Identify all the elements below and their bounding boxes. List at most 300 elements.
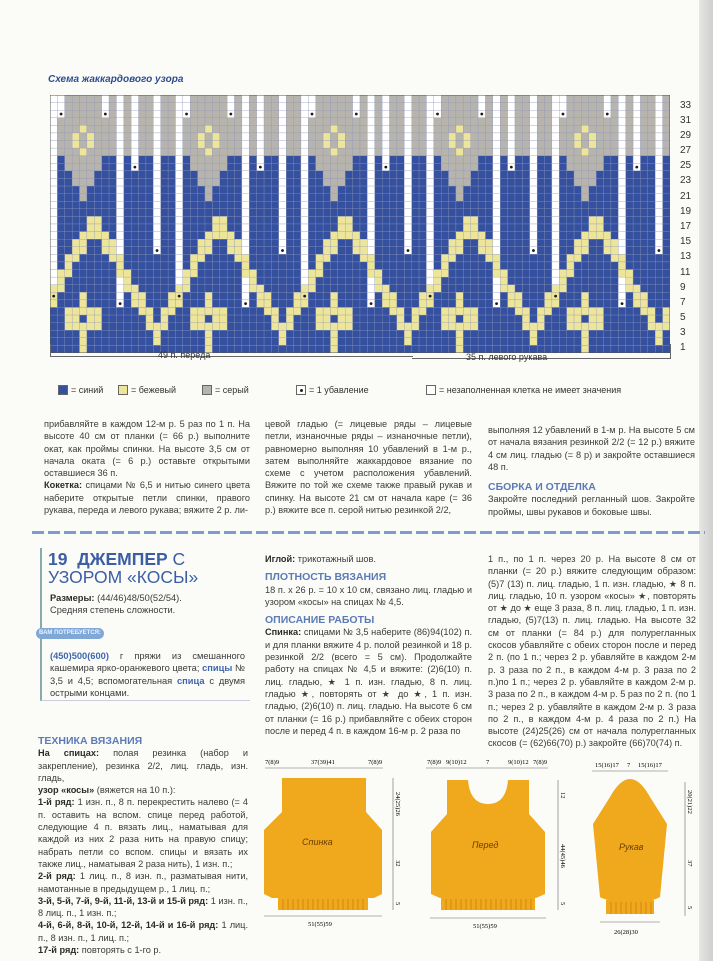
chart-cell bbox=[567, 292, 574, 300]
chart-cell bbox=[545, 118, 552, 126]
chart-cell bbox=[286, 141, 293, 149]
chart-cell bbox=[109, 254, 116, 262]
chart-cell bbox=[87, 300, 94, 308]
chart-cell bbox=[441, 178, 448, 186]
chart-cell bbox=[65, 209, 72, 217]
chart-cell bbox=[419, 285, 426, 293]
chart-cell bbox=[478, 285, 485, 293]
chart-cell bbox=[449, 239, 456, 247]
chart-cell bbox=[412, 118, 419, 126]
chart-cell bbox=[80, 247, 87, 255]
decrease-mark bbox=[119, 302, 122, 305]
chart-cell bbox=[397, 103, 404, 111]
chart-cell bbox=[190, 224, 197, 232]
chart-cell bbox=[80, 163, 87, 171]
chart-cell bbox=[323, 315, 330, 323]
chart-cell bbox=[604, 232, 611, 240]
chart-cell bbox=[471, 330, 478, 338]
chart-cell bbox=[655, 254, 662, 262]
chart-cell bbox=[463, 247, 470, 255]
chart-cell bbox=[57, 125, 64, 133]
chart-cell bbox=[198, 315, 205, 323]
chart-cell bbox=[545, 148, 552, 156]
chart-cell bbox=[87, 292, 94, 300]
chart-cell bbox=[471, 216, 478, 224]
chart-cell bbox=[655, 110, 662, 118]
chart-cell bbox=[345, 95, 352, 103]
chart-cell bbox=[552, 186, 559, 194]
chart-cell bbox=[72, 270, 79, 278]
chart-cell bbox=[50, 163, 57, 171]
chart-cell bbox=[175, 224, 182, 232]
chart-cell bbox=[286, 277, 293, 285]
chart-cell bbox=[131, 216, 138, 224]
chart-cell bbox=[249, 209, 256, 217]
chart-cell bbox=[323, 110, 330, 118]
chart-cell bbox=[249, 247, 256, 255]
chart-cell bbox=[471, 141, 478, 149]
chart-cell bbox=[345, 110, 352, 118]
chart-cell bbox=[212, 270, 219, 278]
chart-cell bbox=[80, 110, 87, 118]
chart-cell bbox=[146, 148, 153, 156]
chart-cell bbox=[419, 103, 426, 111]
decrease-mark bbox=[495, 302, 498, 305]
chart-cell bbox=[449, 148, 456, 156]
chart-cell bbox=[500, 307, 507, 315]
chart-cell bbox=[552, 171, 559, 179]
chart-cell bbox=[604, 307, 611, 315]
chart-cell bbox=[220, 110, 227, 118]
chart-cell bbox=[175, 103, 182, 111]
chart-cell bbox=[131, 148, 138, 156]
chart-cell bbox=[57, 103, 64, 111]
chart-cell bbox=[530, 141, 537, 149]
chart-cell bbox=[655, 270, 662, 278]
chart-cell bbox=[426, 133, 433, 141]
chart-cell bbox=[611, 125, 618, 133]
chart-cell bbox=[65, 254, 72, 262]
chart-cell bbox=[301, 216, 308, 224]
chart-cell bbox=[190, 171, 197, 179]
chart-cell bbox=[596, 285, 603, 293]
chart-cell bbox=[441, 270, 448, 278]
chart-cell bbox=[227, 330, 234, 338]
chart-cell bbox=[449, 262, 456, 270]
chart-cell bbox=[426, 110, 433, 118]
chart-title: Схема жаккардового узора bbox=[48, 74, 184, 85]
chart-cell bbox=[190, 209, 197, 217]
chart-cell bbox=[589, 209, 596, 217]
chart-cell bbox=[264, 262, 271, 270]
chart-cell bbox=[360, 209, 367, 217]
chart-cell bbox=[537, 209, 544, 217]
chart-cell bbox=[323, 133, 330, 141]
chart-cell bbox=[286, 216, 293, 224]
chart-cell bbox=[485, 224, 492, 232]
chart-cell bbox=[545, 300, 552, 308]
chart-cell bbox=[338, 247, 345, 255]
chart-cell bbox=[257, 232, 264, 240]
chart-cell bbox=[508, 194, 515, 202]
chart-cell bbox=[102, 330, 109, 338]
chart-cell bbox=[323, 194, 330, 202]
chart-cell bbox=[153, 95, 160, 103]
chart-cell bbox=[161, 323, 168, 331]
chart-cell bbox=[94, 118, 101, 126]
chart-cell bbox=[94, 224, 101, 232]
chart-cell bbox=[294, 216, 301, 224]
chart-cell bbox=[50, 141, 57, 149]
chart-cell bbox=[537, 224, 544, 232]
chart-cell bbox=[604, 186, 611, 194]
chart-cell bbox=[456, 201, 463, 209]
chart-cell bbox=[559, 300, 566, 308]
chart-cell bbox=[559, 216, 566, 224]
chart-cell bbox=[353, 239, 360, 247]
chart-cell bbox=[131, 171, 138, 179]
chart-cell bbox=[648, 156, 655, 164]
chart-cell bbox=[648, 262, 655, 270]
chart-cell bbox=[530, 194, 537, 202]
chart-cell bbox=[124, 247, 131, 255]
chart-cell bbox=[139, 148, 146, 156]
chart-cell bbox=[375, 118, 382, 126]
chart-cell bbox=[87, 285, 94, 293]
chart-cell bbox=[508, 171, 515, 179]
chart-cell bbox=[530, 224, 537, 232]
chart-cell bbox=[493, 171, 500, 179]
chart-cell bbox=[87, 201, 94, 209]
chart-cell bbox=[264, 118, 271, 126]
chart-cell bbox=[559, 247, 566, 255]
chart-cell bbox=[286, 110, 293, 118]
chart-cell bbox=[559, 224, 566, 232]
front-t1: 7(8)9 bbox=[427, 759, 442, 766]
chart-cell bbox=[596, 300, 603, 308]
chart-cell bbox=[94, 156, 101, 164]
chart-cell bbox=[168, 262, 175, 270]
chart-cell bbox=[257, 254, 264, 262]
chart-cell bbox=[80, 330, 87, 338]
chart-cell bbox=[301, 171, 308, 179]
chart-cell bbox=[397, 277, 404, 285]
chart-cell bbox=[168, 201, 175, 209]
chart-cell bbox=[249, 110, 256, 118]
chart-cell bbox=[604, 171, 611, 179]
chart-cell bbox=[227, 224, 234, 232]
chart-cell bbox=[404, 300, 411, 308]
chart-cell bbox=[338, 148, 345, 156]
chart-cell bbox=[559, 270, 566, 278]
chart-cell bbox=[301, 125, 308, 133]
technique-heading: ТЕХНИКА ВЯЗАНИЯ bbox=[38, 735, 143, 747]
legend-blue-text: = синий bbox=[71, 385, 104, 395]
chart-cell bbox=[604, 209, 611, 217]
chart-cell bbox=[65, 262, 72, 270]
chart-cell bbox=[353, 201, 360, 209]
chart-cell bbox=[72, 110, 79, 118]
label-sleeve: 35 п. левого рукава bbox=[466, 352, 548, 362]
chart-cell bbox=[589, 254, 596, 262]
decrease-mark bbox=[229, 113, 232, 116]
chart-cell bbox=[478, 232, 485, 240]
chart-cell bbox=[264, 239, 271, 247]
chart-cell bbox=[449, 209, 456, 217]
chart-cell bbox=[279, 285, 286, 293]
chart-cell bbox=[581, 118, 588, 126]
back-label: Спинка: bbox=[265, 627, 302, 638]
chart-cell bbox=[367, 163, 374, 171]
chart-cell bbox=[626, 239, 633, 247]
chart-cell bbox=[441, 156, 448, 164]
chart-cell bbox=[500, 254, 507, 262]
chart-cell bbox=[500, 300, 507, 308]
chart-cell bbox=[508, 224, 515, 232]
chart-cell bbox=[301, 239, 308, 247]
chart-cell bbox=[426, 118, 433, 126]
chart-cell bbox=[242, 171, 249, 179]
chart-cell bbox=[397, 216, 404, 224]
chart-cell bbox=[235, 186, 242, 194]
chart-cell bbox=[589, 103, 596, 111]
chart-cell bbox=[441, 201, 448, 209]
chart-cell bbox=[235, 292, 242, 300]
chart-cell bbox=[375, 277, 382, 285]
chart-cell bbox=[463, 194, 470, 202]
chart-cell bbox=[545, 125, 552, 133]
chart-cell bbox=[146, 292, 153, 300]
chart-cell bbox=[139, 141, 146, 149]
chart-cell bbox=[537, 178, 544, 186]
chart-cell bbox=[404, 224, 411, 232]
chart-cell bbox=[50, 315, 57, 323]
chart-cell bbox=[146, 307, 153, 315]
chart-cell bbox=[116, 247, 123, 255]
chart-cell bbox=[633, 95, 640, 103]
row-number: 27 bbox=[680, 145, 692, 157]
chart-cell bbox=[545, 186, 552, 194]
chart-cell bbox=[294, 163, 301, 171]
chart-cell bbox=[109, 239, 116, 247]
chart-cell bbox=[390, 247, 397, 255]
chart-cell bbox=[663, 224, 670, 232]
chart-cell bbox=[72, 178, 79, 186]
chart-cell bbox=[419, 209, 426, 217]
chart-cell bbox=[286, 178, 293, 186]
chart-cell bbox=[537, 163, 544, 171]
chart-cell bbox=[124, 239, 131, 247]
chart-cell bbox=[227, 277, 234, 285]
row-even bbox=[38, 919, 248, 944]
label-front: 49 п. переда bbox=[158, 350, 211, 360]
chart-cell bbox=[175, 300, 182, 308]
chart-cell bbox=[434, 216, 441, 224]
chart-cell bbox=[574, 95, 581, 103]
chart-cell bbox=[131, 125, 138, 133]
back-side-bot: 5 bbox=[394, 902, 401, 906]
chart-cell bbox=[633, 262, 640, 270]
chart-cell bbox=[227, 323, 234, 331]
chart-cell bbox=[57, 307, 64, 315]
chart-cell bbox=[153, 118, 160, 126]
chart-cell bbox=[530, 186, 537, 194]
chart-cell bbox=[360, 285, 367, 293]
chart-cell bbox=[353, 254, 360, 262]
chart-cell bbox=[382, 277, 389, 285]
chart-cell bbox=[640, 292, 647, 300]
chart-cell bbox=[655, 148, 662, 156]
chart-cell bbox=[397, 232, 404, 240]
chart-cell bbox=[198, 133, 205, 141]
chart-cell bbox=[220, 141, 227, 149]
chart-cell bbox=[515, 285, 522, 293]
chart-cell bbox=[139, 315, 146, 323]
chart-cell bbox=[212, 125, 219, 133]
chart-cell bbox=[611, 163, 618, 171]
chart-cell bbox=[94, 254, 101, 262]
chart-cell bbox=[330, 277, 337, 285]
chart-cell bbox=[471, 323, 478, 331]
chart-cell bbox=[94, 307, 101, 315]
chart-cell bbox=[205, 163, 212, 171]
chart-cell bbox=[124, 270, 131, 278]
chart-cell bbox=[57, 239, 64, 247]
chart-cell bbox=[655, 133, 662, 141]
chart-cell bbox=[57, 232, 64, 240]
chart-cell bbox=[419, 270, 426, 278]
chart-cell bbox=[190, 254, 197, 262]
chart-cell bbox=[648, 254, 655, 262]
chart-cell bbox=[168, 125, 175, 133]
chart-cell bbox=[426, 247, 433, 255]
chart-cell bbox=[663, 292, 670, 300]
chart-cell bbox=[175, 133, 182, 141]
chart-cell bbox=[515, 232, 522, 240]
chart-cell bbox=[139, 224, 146, 232]
chart-cell bbox=[559, 262, 566, 270]
sleeve-shape bbox=[593, 779, 667, 902]
chart-cell bbox=[545, 323, 552, 331]
chart-cell bbox=[390, 292, 397, 300]
chart-cell bbox=[545, 277, 552, 285]
chart-cell bbox=[463, 201, 470, 209]
chart-cell bbox=[367, 171, 374, 179]
chart-cell bbox=[338, 103, 345, 111]
chart-cell bbox=[87, 307, 94, 315]
chart-cell bbox=[530, 110, 537, 118]
chart-cell bbox=[522, 156, 529, 164]
chart-cell bbox=[434, 239, 441, 247]
chart-cell bbox=[161, 247, 168, 255]
chart-cell bbox=[271, 224, 278, 232]
chart-cell bbox=[102, 300, 109, 308]
chart-cell bbox=[360, 110, 367, 118]
chart-cell bbox=[640, 254, 647, 262]
chart-cell bbox=[102, 216, 109, 224]
chart-cell bbox=[345, 307, 352, 315]
decrease-mark bbox=[303, 295, 306, 298]
chart-cell bbox=[139, 307, 146, 315]
chart-cell bbox=[618, 186, 625, 194]
chart-cell bbox=[500, 262, 507, 270]
chart-cell bbox=[345, 118, 352, 126]
chart-cell bbox=[146, 216, 153, 224]
chart-cell bbox=[522, 194, 529, 202]
chart-cell bbox=[175, 125, 182, 133]
chart-cell bbox=[50, 224, 57, 232]
chart-cell bbox=[65, 125, 72, 133]
chart-cell bbox=[190, 216, 197, 224]
chart-cell bbox=[301, 209, 308, 217]
chart-cell bbox=[264, 201, 271, 209]
chart-cell bbox=[198, 300, 205, 308]
decrease-mark bbox=[185, 113, 188, 116]
chart-cell bbox=[426, 186, 433, 194]
chart-cell bbox=[330, 141, 337, 149]
chart-cell bbox=[360, 239, 367, 247]
chart-cell bbox=[663, 201, 670, 209]
chart-cell bbox=[426, 95, 433, 103]
swatch-blue bbox=[58, 385, 68, 395]
chart-cell bbox=[345, 171, 352, 179]
chart-cell bbox=[102, 186, 109, 194]
chart-cell bbox=[648, 270, 655, 278]
chart-cell bbox=[271, 262, 278, 270]
chart-cell bbox=[72, 186, 79, 194]
chart-cell bbox=[581, 239, 588, 247]
chart-cell bbox=[574, 110, 581, 118]
chart-cell bbox=[530, 254, 537, 262]
chart-cell bbox=[65, 141, 72, 149]
chart-cell bbox=[353, 216, 360, 224]
chart-cell bbox=[508, 277, 515, 285]
chart-cell bbox=[375, 125, 382, 133]
chart-cell bbox=[94, 141, 101, 149]
chart-cell bbox=[663, 163, 670, 171]
chart-cell bbox=[434, 209, 441, 217]
chart-cell bbox=[611, 254, 618, 262]
chart-cell bbox=[589, 247, 596, 255]
chart-cell bbox=[471, 148, 478, 156]
chart-cell bbox=[367, 178, 374, 186]
chart-cell bbox=[567, 247, 574, 255]
chart-cell bbox=[478, 125, 485, 133]
chart-cell bbox=[220, 209, 227, 217]
chart-cell bbox=[345, 262, 352, 270]
chart-cell bbox=[508, 103, 515, 111]
chart-cell bbox=[175, 171, 182, 179]
chart-cell bbox=[220, 148, 227, 156]
chart-cell bbox=[338, 315, 345, 323]
yoke-paragraph bbox=[44, 479, 250, 516]
chart-cell bbox=[175, 285, 182, 293]
chart-cell bbox=[57, 156, 64, 164]
chart-cell bbox=[522, 247, 529, 255]
chart-cell bbox=[537, 239, 544, 247]
chart-cell bbox=[57, 285, 64, 293]
chart-cell bbox=[353, 103, 360, 111]
chart-cell bbox=[611, 133, 618, 141]
chart-cell bbox=[146, 277, 153, 285]
back-side-mid: 32 bbox=[394, 860, 401, 867]
chart-cell bbox=[50, 232, 57, 240]
chart-cell bbox=[124, 330, 131, 338]
chart-cell bbox=[301, 300, 308, 308]
chart-cell bbox=[404, 262, 411, 270]
pattern-sleeve bbox=[590, 752, 700, 942]
chart-cell bbox=[220, 300, 227, 308]
